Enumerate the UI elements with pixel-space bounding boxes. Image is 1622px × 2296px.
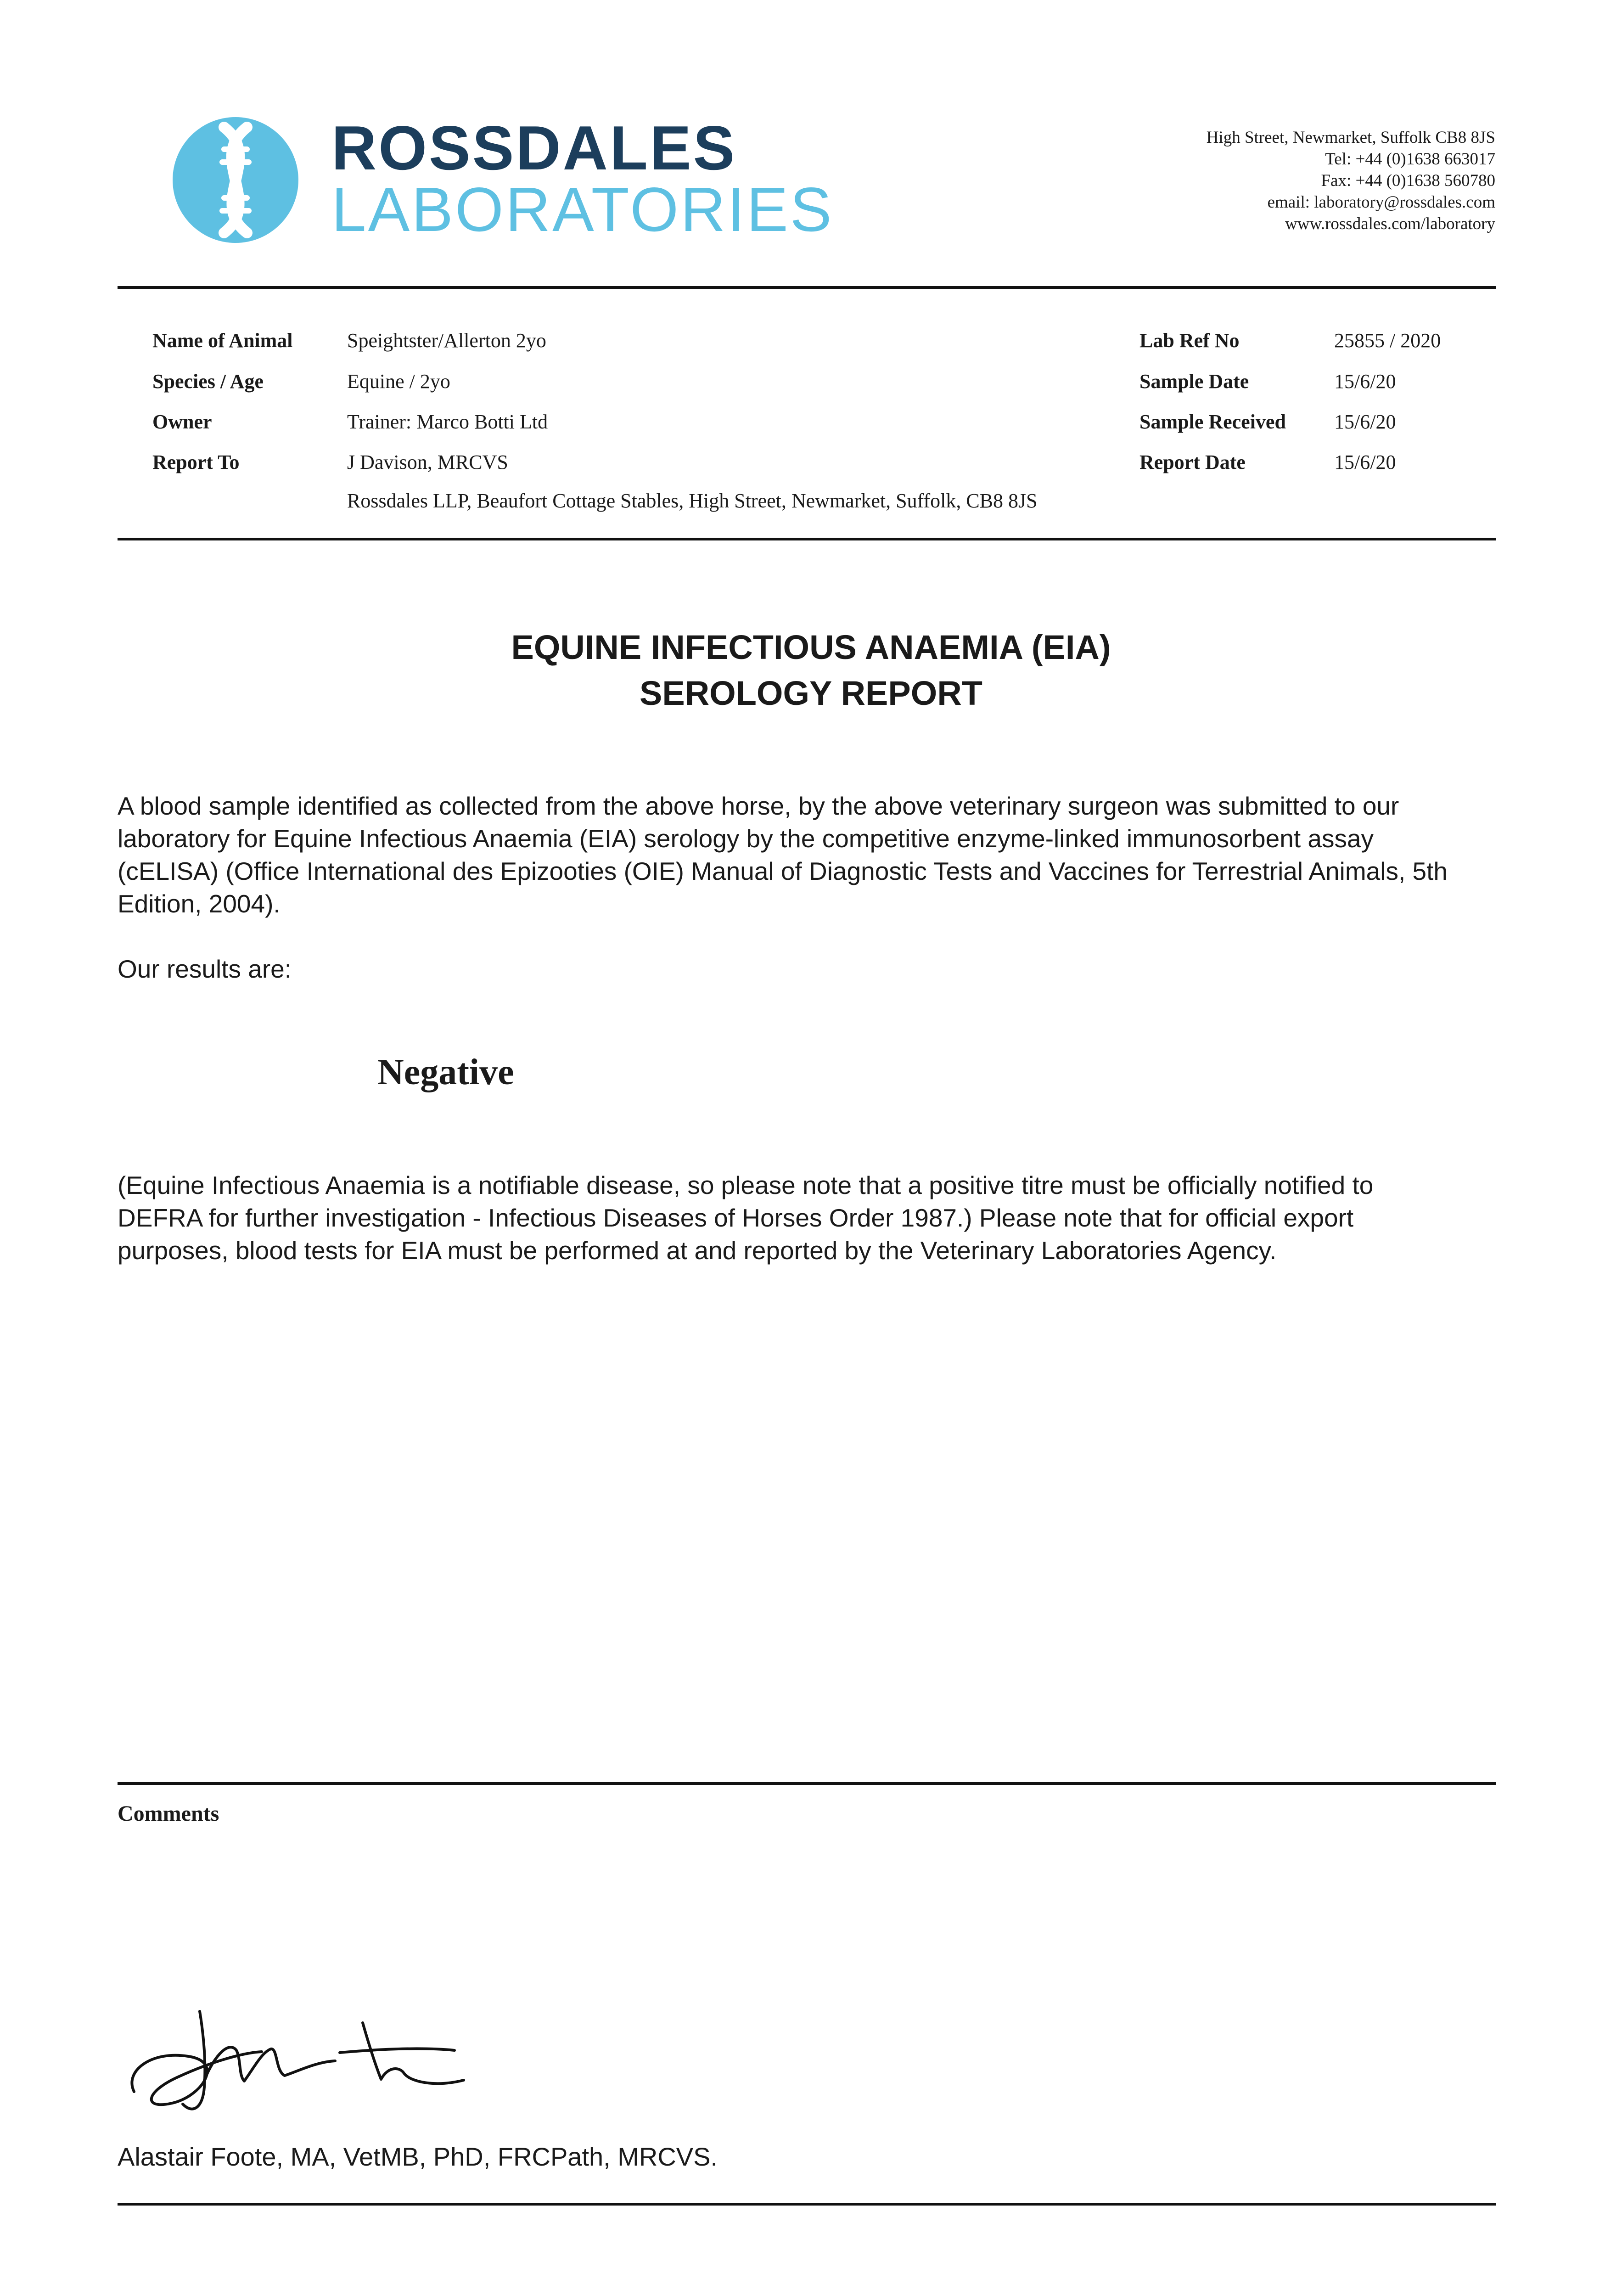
intro-paragraph [118,790,1496,920]
address-tel: Tel: +44 (0)1638 663017 [1325,150,1495,169]
intro-line: A blood sample identified as collected from the above horse, by the above veterinary surgeon was submitted to our [118,792,1399,820]
comments-divider [118,1782,1496,1785]
signatory-name: Alastair Foote, MA, VetMB, PhD, FRCPath, MRCVS. [118,2142,718,2171]
report-to-label: Report To [152,451,240,473]
address-street: High Street, Newmarket, Suffolk CB8 8JS [1206,128,1495,147]
lab-ref-value: 25855 / 2020 [1334,329,1441,352]
sample-received-value: 15/6/20 [1334,411,1396,433]
notifiable-note [118,1169,1496,1267]
intro-line: laboratory for Equine Infectious Anaemia (EIA) serology by the competitive enzyme-linked immunosorbent assay [118,824,1374,853]
species-value: Equine / 2yo [347,370,450,393]
note-line: purposes, blood tests for EIA must be performed at and reported by the Veterinary Laboratories Agency. [118,1236,1277,1265]
brand-subname: LABORATORIES [331,174,834,244]
signature-image [124,1998,482,2122]
brand-name: ROSSDALES [331,113,737,183]
header-divider [118,286,1496,289]
report-title-line1: EQUINE INFECTIOUS ANAEMIA (EIA) [511,628,1111,666]
owner-label: Owner [152,411,212,433]
sample-date-label: Sample Date [1139,370,1249,393]
results-lead: Our results are: [118,955,292,983]
report-date-label: Report Date [1139,451,1246,473]
note-line: DEFRA for further investigation - Infectious Diseases of Horses Order 1987.) Please note that for official export [118,1204,1354,1232]
report-to-value: J Davison, MRCVS [347,451,508,473]
owner-value: Trainer: Marco Botti Ltd [347,411,548,433]
animal-name-value: Speightster/Allerton 2yo [347,329,546,352]
dna-helix-icon [173,117,298,243]
lab-address [1082,127,1495,235]
address-email: email: laboratory@rossdales.com [1267,193,1495,212]
intro-line: (cELISA) (Office International des Epizooties (OIE) Manual of Diagnostic Tests and Vaccines for Terrestrial Animals, 5th [118,857,1448,885]
sample-received-label: Sample Received [1139,411,1286,433]
address-fax: Fax: +44 (0)1638 560780 [1321,171,1495,190]
footer-divider [118,2203,1496,2206]
note-line: (Equine Infectious Anaemia is a notifiable disease, so please note that a positive titre must be officially notified to [118,1171,1374,1199]
report-title-line2: SEROLOGY REPORT [640,674,982,712]
test-result: Negative [377,1052,514,1092]
report-date-value: 15/6/20 [1334,451,1396,473]
comments-label: Comments [118,1801,219,1826]
animal-name-label: Name of Animal [152,329,293,352]
sample-date-value: 15/6/20 [1334,370,1396,393]
lab-ref-label: Lab Ref No [1139,329,1240,352]
details-divider [118,538,1496,540]
address-web: www.rossdales.com/laboratory [1285,214,1495,233]
report-to-address: Rossdales LLP, Beaufort Cottage Stables, High Street, Newmarket, Suffolk, CB8 8JS [347,490,1038,512]
species-label: Species / Age [152,370,264,393]
intro-line: Edition, 2004). [118,889,281,918]
